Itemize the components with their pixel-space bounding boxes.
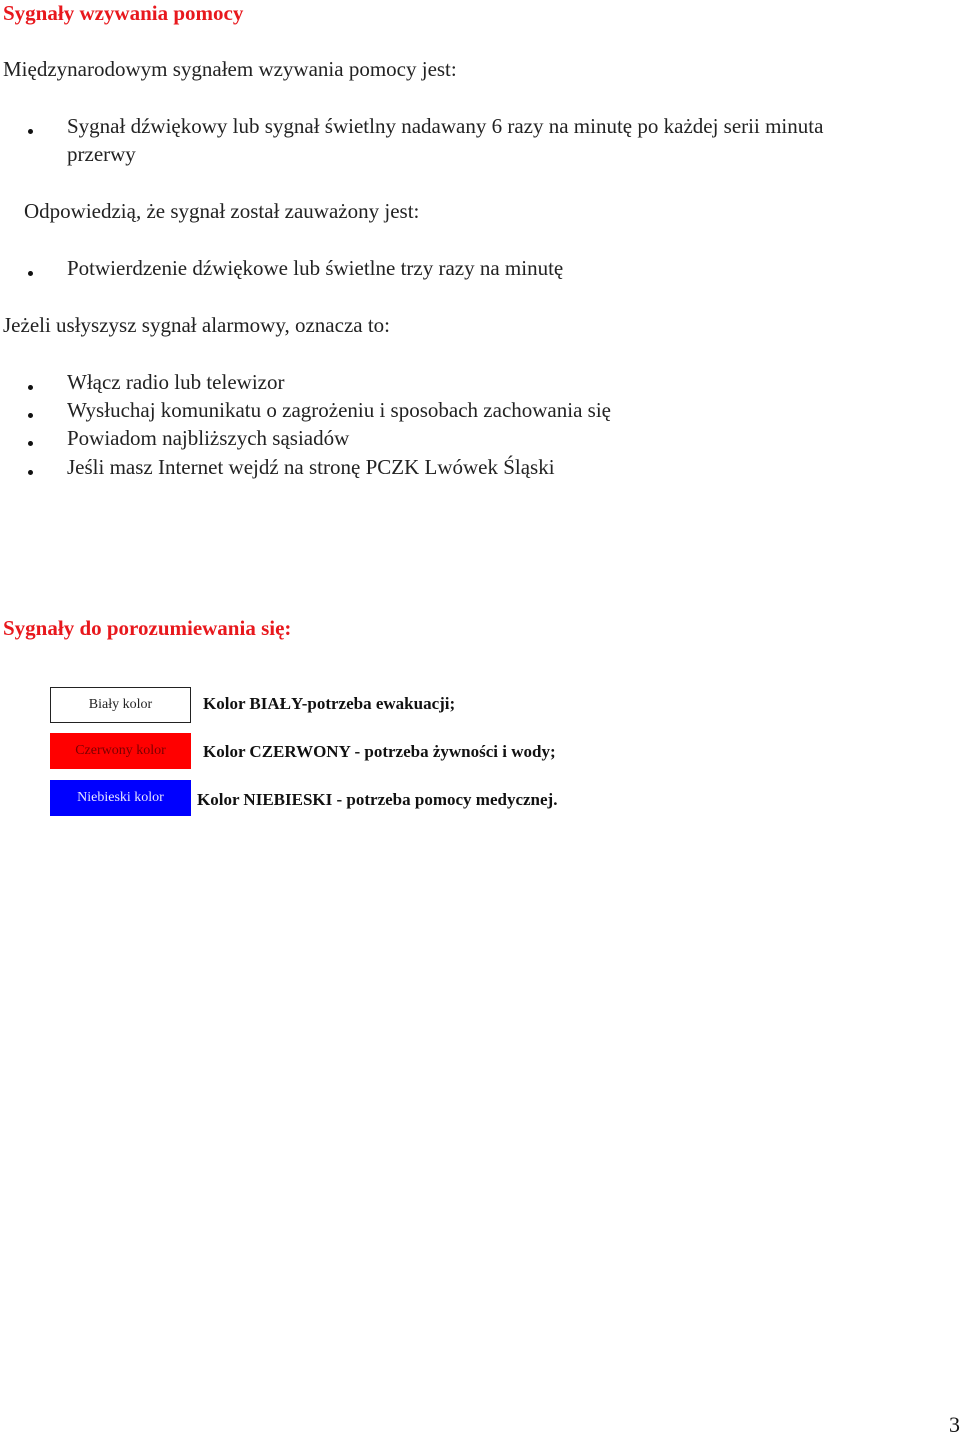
list-item-text: Włącz radio lub telewizor	[67, 370, 285, 394]
list-item-text: Potwierdzenie dźwiękowe lub świetlne trzy razy na minutę	[67, 256, 564, 280]
blue-signal-description: Kolor NIEBIESKI - potrzeba pomocy medycznej.	[197, 790, 558, 809]
list-item-text: Sygnał dźwiękowy lub sygnał świetlny nadawany 6 razy na minutę po każdej serii minuta	[67, 114, 824, 138]
section-title-distress-signals: Sygnały wzywania pomocy	[3, 1, 244, 25]
list-item-text-continued: przerwy	[67, 142, 136, 166]
section-title-communication-signals: Sygnały do porozumiewania się:	[3, 616, 292, 640]
list-item-text: Wysłuchaj komunikatu o zagrożeniu i sposobach zachowania się	[67, 398, 611, 422]
bullet-icon	[28, 470, 33, 475]
list-item-text: Powiadom najbliższych sąsiadów	[67, 426, 350, 450]
bullet-icon	[28, 385, 33, 390]
alarm-intro-text: Jeżeli usłyszysz sygnał alarmowy, oznacza to:	[3, 313, 391, 337]
bullet-icon	[28, 413, 33, 418]
response-intro-text: Odpowiedzią, że sygnał został zauważony jest:	[24, 199, 420, 223]
white-signal-description: Kolor BIAŁY-potrzeba ewakuacji;	[203, 694, 456, 713]
red-signal-description: Kolor CZERWONY - potrzeba żywności i wody;	[203, 742, 556, 761]
bullet-icon	[28, 441, 33, 446]
blue-signal-box: Niebieski kolor	[50, 780, 191, 816]
bullet-icon	[28, 129, 33, 134]
red-signal-box: Czerwony kolor	[50, 733, 191, 769]
page-number: 3	[949, 1412, 960, 1437]
intro-text: Międzynarodowym sygnałem wzywania pomocy jest:	[3, 57, 457, 81]
bullet-icon	[28, 271, 33, 276]
list-item-text: Jeśli masz Internet wejdź na stronę PCZK Lwówek Śląski	[67, 455, 555, 479]
white-signal-box: Biały kolor	[50, 687, 191, 723]
